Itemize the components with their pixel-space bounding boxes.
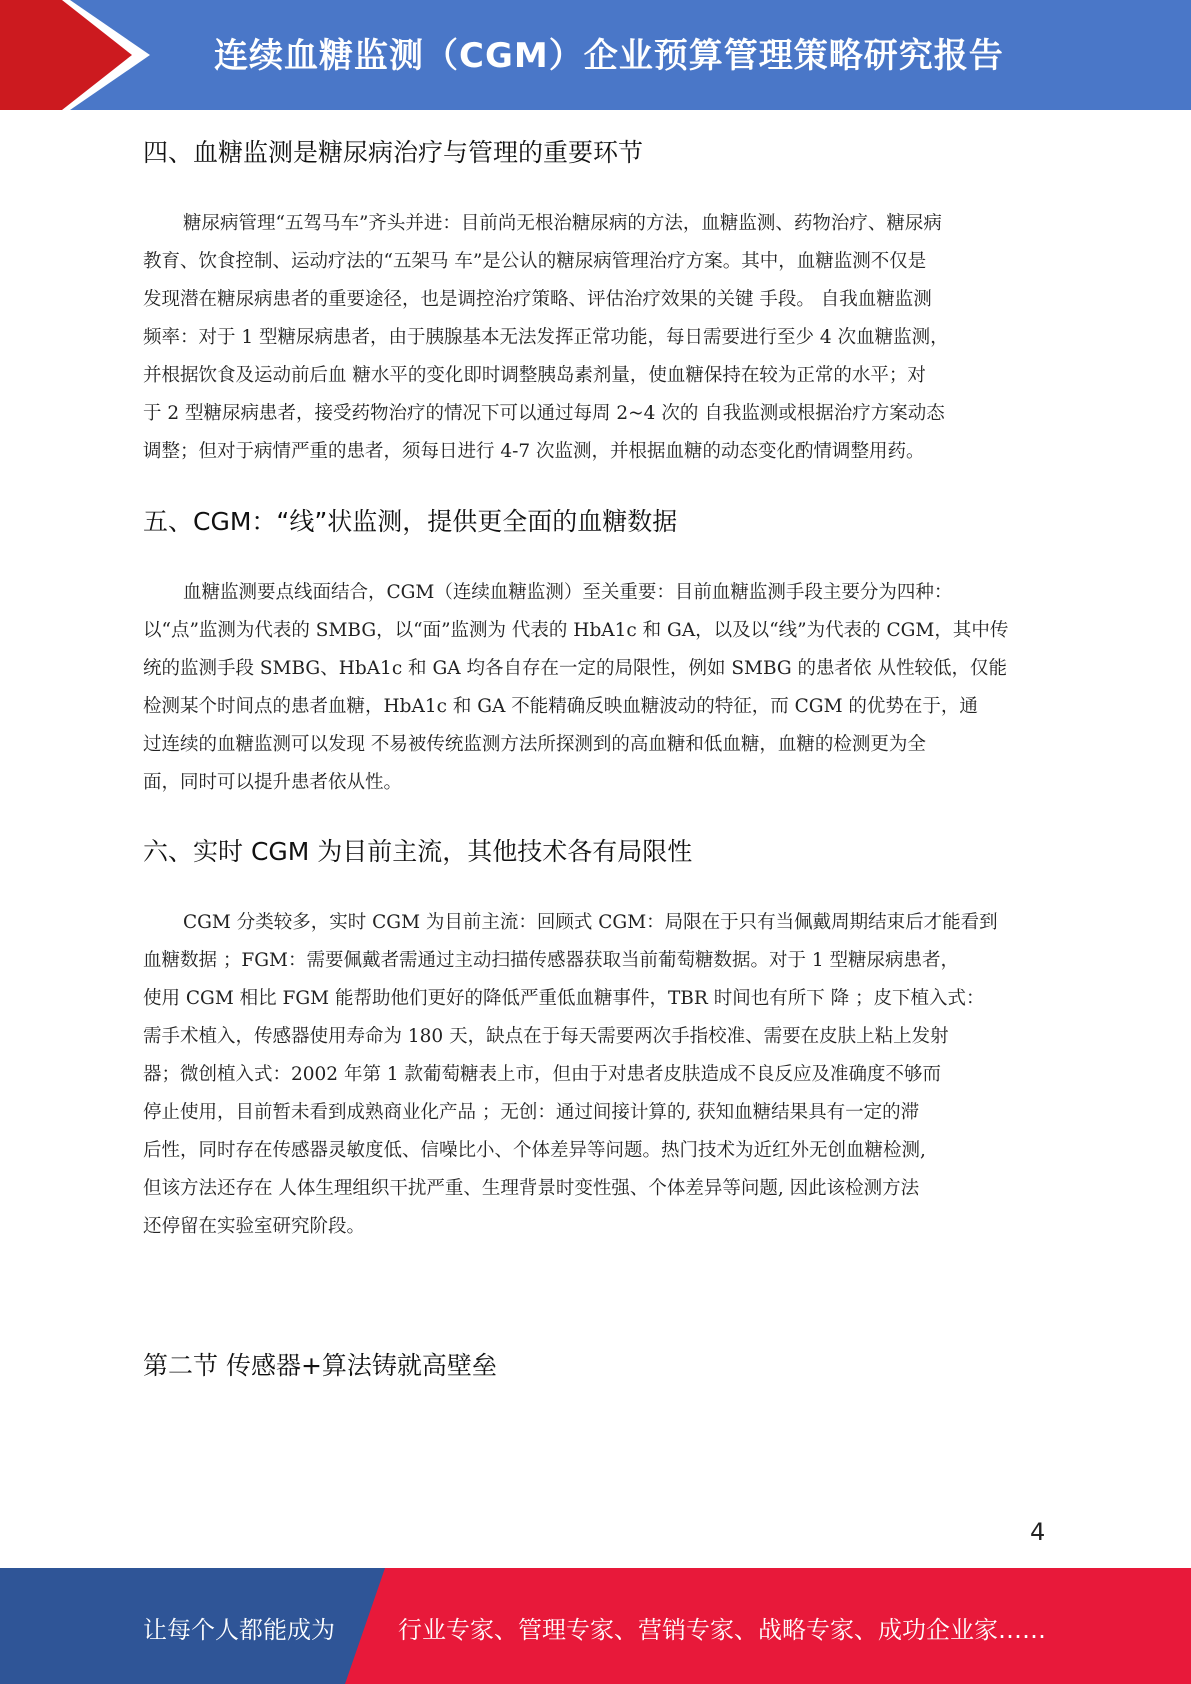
paragraph-line: 血糖监测要点线面结合，CGM（连续血糖监测）至关重要：目前血糖监测手段主要分为四种：: [183, 582, 953, 603]
section-heading: 六、实时 CGM 为目前主流，其他技术各有局限性: [143, 837, 693, 866]
paragraph-line: CGM 分类较多，实时 CGM 为目前主流：回顾式 CGM：局限在于只有当佩戴周期结束后才能看到: [183, 912, 998, 933]
paragraph-line: 发现潜在糖尿病患者的重要途径，也是调控治疗策略、评估治疗效果的关键 手段。 自我血糖监测: [143, 289, 932, 310]
header-band: [0, 0, 1191, 110]
paragraph-line: 教育、饮食控制、运动疗法的“五架马 车”是公认的糖尿病管理治疗方案。其中，血糖监测不仅是: [143, 251, 927, 272]
footer-slogan-left: 让每个人都能成为: [143, 1616, 335, 1644]
paragraph-line: 以“点”监测为代表的 SMBG，以“面”监测为 代表的 HbA1c 和 GA，以及以“线”为代表的 CGM，其中传: [143, 620, 1009, 641]
section-heading: 五、CGM：“线”状监测，提供更全面的血糖数据: [143, 507, 678, 536]
footer-band: [0, 1568, 1191, 1684]
paragraph-line: 后性，同时存在传感器灵敏度低、信噪比小、个体差异等问题。热门技术为近红外无创血糖检测,: [143, 1140, 926, 1161]
subsection-heading: 第二节 传感器+算法铸就高壁垒: [143, 1351, 497, 1380]
section-paragraph: [143, 205, 1048, 471]
paragraph-line: 停止使用，目前暂未看到成熟商业化产品 ；无创：通过间接计算的, 获知血糖结果具有一定的滞: [143, 1102, 920, 1123]
page-number: 4: [1030, 1518, 1046, 1546]
paragraph-line: 检测某个时间点的患者血糖，HbA1c 和 GA 不能精确反映血糖波动的特征，而 CGM 的优势在于，通: [143, 696, 978, 717]
paragraph-line: 器；微创植入式：2002 年第 1 款葡萄糖表上市，但由于对患者皮肤造成不良反应及准确度不够而: [143, 1064, 941, 1085]
section-paragraph: [143, 904, 1048, 1246]
paragraph-line: 使用 CGM 相比 FGM 能帮助他们更好的降低严重低血糖事件，TBR 时间也有所下 降 ；皮下植入式：: [143, 988, 985, 1009]
document-title: 连续血糖监测（CGM）企业预算管理策略研究报告: [214, 36, 1004, 76]
paragraph-line: 过连续的血糖监测可以发现 不易被传统监测方法所探测到的高血糖和低血糖，血糖的检测更为全: [143, 734, 926, 755]
paragraph-line: 面，同时可以提升患者依从性。: [143, 772, 403, 793]
paragraph-line: 还停留在实验室研究阶段。: [143, 1216, 366, 1237]
paragraph-line: 统的监测手段 SMBG、HbA1c 和 GA 均各自存在一定的局限性，例如 SMBG 的患者依 从性较低，仅能: [143, 658, 1007, 679]
paragraph-line: 但该方法还存在 人体生理组织干扰严重、生理背景时变性强、个体差异等问题, 因此该检测方法: [143, 1178, 920, 1199]
paragraph-line: 糖尿病管理“五驾马车”齐头并进：目前尚无根治糖尿病的方法，血糖监测、药物治疗、糖尿病: [183, 213, 942, 234]
footer-slogan-right: 行业专家、管理专家、营销专家、战略专家、成功企业家……: [398, 1616, 1046, 1644]
paragraph-line: 于 2 型糖尿病患者，接受药物治疗的情况下可以通过每周 2~4 次的 自我监测或根据治疗方案动态: [143, 403, 945, 424]
paragraph-line: 频率：对于 1 型糖尿病患者，由于胰腺基本无法发挥正常功能，每日需要进行至少 4 次血糖监测，: [143, 327, 949, 348]
paragraph-line: 需手术植入，传感器使用寿命为 180 天，缺点在于每天需要两次手指校准、需要在皮肤上粘上发射: [143, 1026, 949, 1047]
section-paragraph: [143, 574, 1048, 802]
paragraph-line: 血糖数据 ；FGM：需要佩戴者需通过主动扫描传感器获取当前葡萄糖数据。对于 1 型糖尿病患者，: [143, 950, 959, 971]
paragraph-line: 调整；但对于病情严重的患者，须每日进行 4-7 次监测，并根据血糖的动态变化酌情调整用药。: [143, 441, 925, 462]
paragraph-line: 并根据饮食及运动前后血 糖水平的变化即时调整胰岛素剂量，使血糖保持在较为正常的水平；对: [143, 365, 926, 386]
section-heading: 四、血糖监测是糖尿病治疗与管理的重要环节: [143, 138, 644, 167]
